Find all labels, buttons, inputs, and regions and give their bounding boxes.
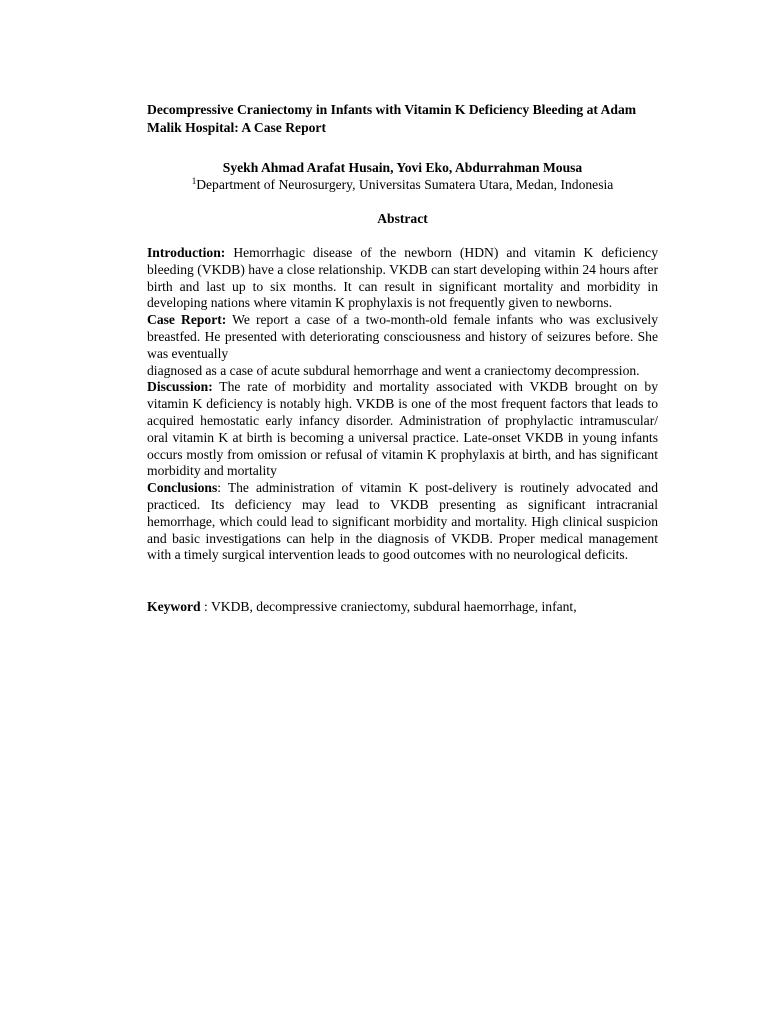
affiliation-superscript: 1 (191, 176, 197, 186)
case-report-text: We report a case of a two-month-old female infants who was exclusively breastfed. He presented with deteriorating consciousness and history of seizures before. She was eventually (147, 312, 658, 361)
paper-page (147, 101, 658, 615)
introduction-label: Introduction: (147, 245, 226, 260)
discussion-text: The rate of morbidity and mortality associated with VKDB brought on by vitamin K deficiency is notably high. VKDB is one of the most frequent factors that leads to acquired hemostatic early infancy disorder. Administration of prophylactic intramuscular/ oral vitamin K at birth is becoming a universal practice. Late-onset VKDB in young infants occurs mostly from omission or refusal of vitamin K prophylaxis at birth, and has significant morbidity and mortality (147, 379, 658, 479)
keyword-line (147, 598, 658, 615)
paper-title: Decompressive Craniectomy in Infants with Vitamin K Deficiency Bleeding at Adam Malik Hospital: A Case Report (147, 102, 637, 135)
case-report-continuation: diagnosed as a case of acute subdural hemorrhage and went a craniectomy decompression. (147, 362, 640, 378)
abstract-body (147, 245, 658, 564)
affiliation (147, 176, 658, 193)
conclusions-label: Conclusions (147, 480, 218, 496)
discussion-paragraph (147, 379, 658, 480)
author-list: Syekh Ahmad Arafat Husain, Yovi Eko, Abdurrahman Mousa (222, 160, 583, 175)
introduction-paragraph (147, 245, 658, 312)
conclusions-paragraph (147, 480, 658, 564)
affiliation-text: Department of Neurosurgery, Universitas Sumatera Utara, Medan, Indonesia (196, 177, 614, 192)
introduction-text: Hemorrhagic disease of the newborn (HDN) and vitamin K deficiency bleeding (VKDB) have a close relationship. VKDB can start developing within 24 hours after birth and last up to six months. It can result in significant mortality and morbidity in developing nations where vitamin K prophylaxis is not frequently given to newborns. (147, 245, 658, 311)
abstract-heading: Abstract (377, 211, 428, 226)
conclusions-text: : The administration of vitamin K post-delivery is routinely advocated and practiced. Its deficiency may lead to VKDB presenting as significant intracranial hemorrhage, which could lead to significant morbidity and mortality. High clinical suspicion and basic investigations can help in the diagnosis of VKDB. Proper medical management with a timely surgical intervention leads to good outcomes with no neurological deficits. (147, 480, 658, 563)
case-report-paragraph (147, 312, 658, 362)
discussion-label: Discussion: (147, 379, 213, 395)
keyword-label: Keyword (147, 599, 201, 615)
keyword-text: : VKDB, decompressive craniectomy, subdural haemorrhage, infant, (200, 599, 577, 615)
case-report-label: Case Report: (147, 312, 227, 328)
